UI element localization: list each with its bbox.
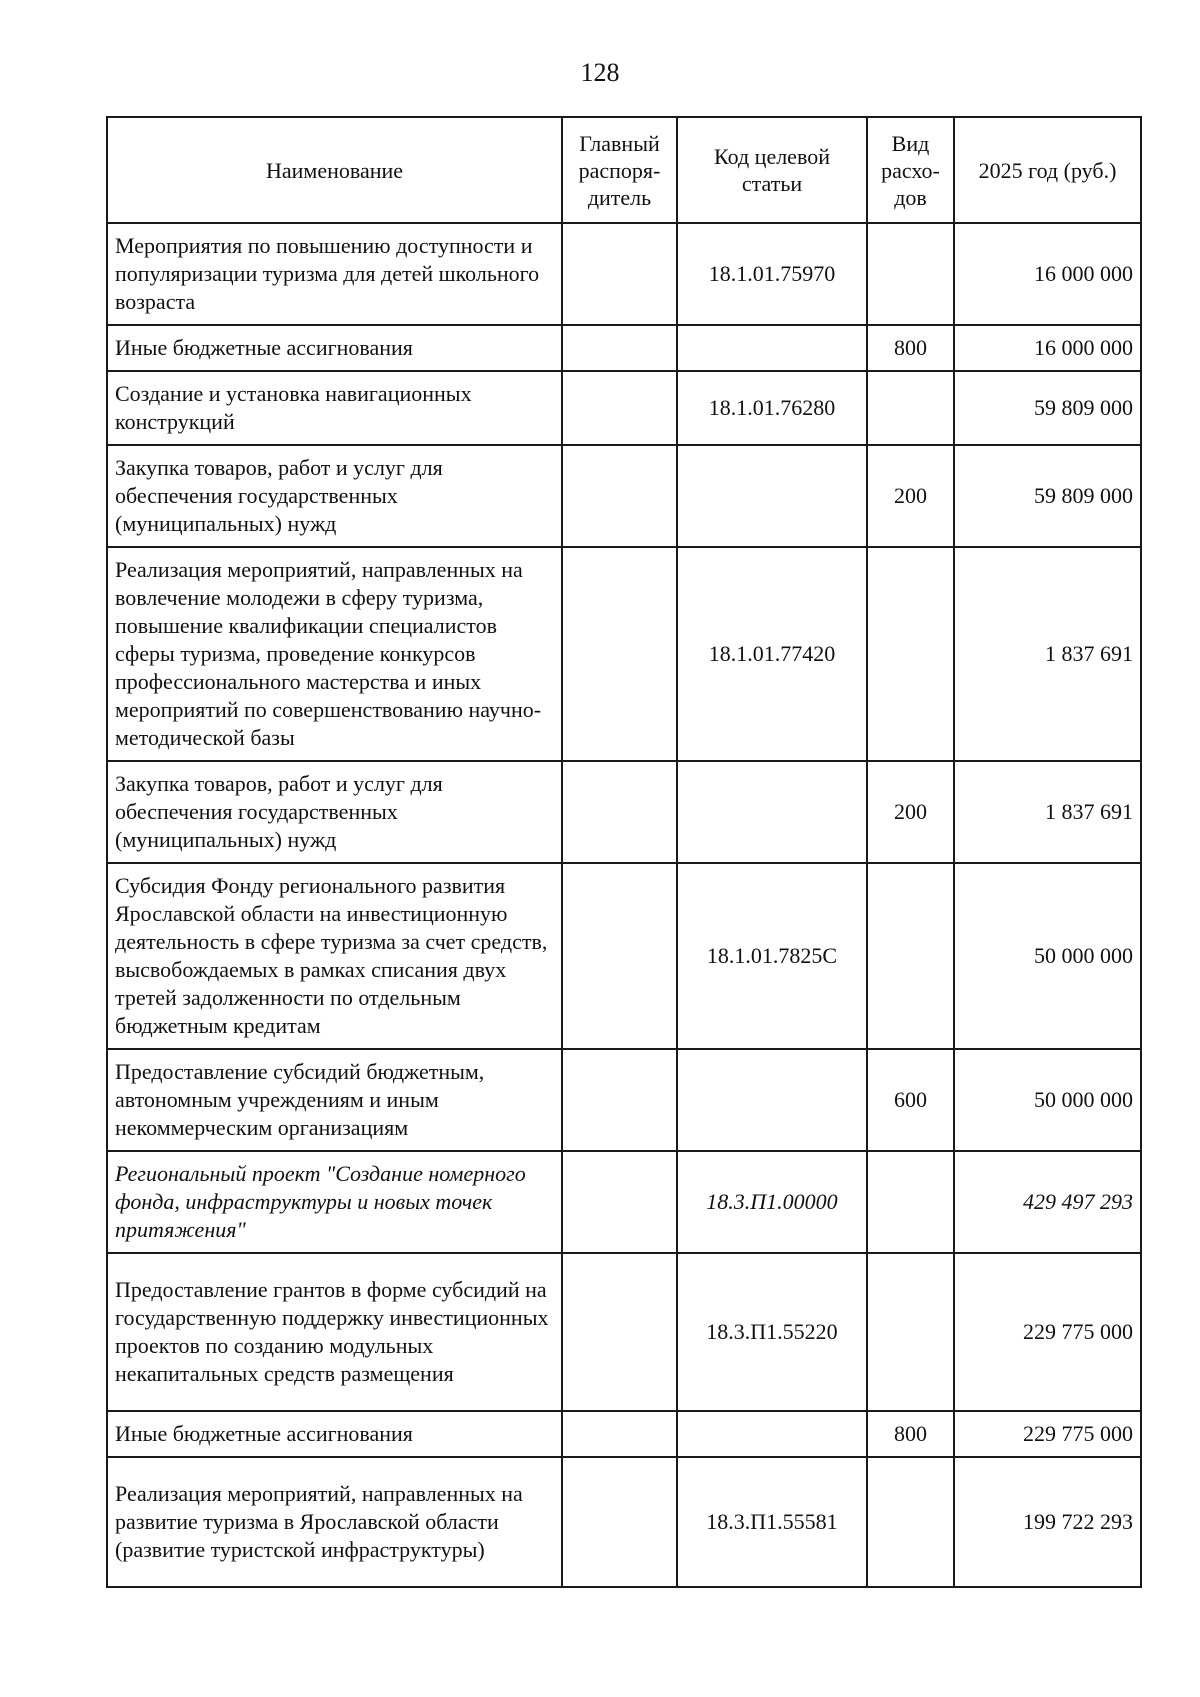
cell-name: Иные бюджетные ассигнования (107, 1411, 562, 1457)
table-body (107, 223, 1141, 1587)
budget-table (106, 116, 1142, 1588)
cell-amount-2025: 16 000 000 (954, 223, 1141, 325)
cell-target-code (677, 1049, 867, 1151)
cell-amount-2025: 199 722 293 (954, 1457, 1141, 1587)
cell-expense-type (867, 223, 954, 325)
header-row (107, 117, 1141, 223)
cell-name: Закупка товаров, работ и услуг для обеспечения государственных (муниципальных) нужд (107, 445, 562, 547)
cell-name: Иные бюджетные ассигнования (107, 325, 562, 371)
cell-amount-2025: 1 837 691 (954, 761, 1141, 863)
cell-target-code: 18.1.01.76280 (677, 371, 867, 445)
cell-name: Закупка товаров, работ и услуг для обеспечения государственных (муниципальных) нужд (107, 761, 562, 863)
cell-main-manager (562, 1253, 677, 1411)
cell-name: Предоставление субсидий бюджетным, автономным учреждениям и иным некоммерческим организациям (107, 1049, 562, 1151)
table-row (107, 761, 1141, 863)
cell-target-code: 18.3.П1.00000 (677, 1151, 867, 1253)
cell-name: Мероприятия по повышению доступности и популяризации туризма для детей школьного возраста (107, 223, 562, 325)
table-row (107, 1253, 1141, 1411)
cell-name: Предоставление грантов в форме субсидий на государственную поддержку инвестиционных проектов по созданию модульных некапитальных средств размещения (107, 1253, 562, 1411)
cell-amount-2025: 50 000 000 (954, 1049, 1141, 1151)
cell-main-manager (562, 863, 677, 1049)
cell-expense-type (867, 371, 954, 445)
table-row (107, 325, 1141, 371)
cell-amount-2025: 59 809 000 (954, 371, 1141, 445)
cell-name: Реализация мероприятий, направленных на вовлечение молодежи в сферу туризма, повышение квалификации специалистов сферы туризма, проведение конкурсов профессионального мастерства и иных мероприятий по совершенствованию научно-методической базы (107, 547, 562, 761)
column-header-target-code: Код целевой статьи (677, 117, 867, 223)
cell-expense-type (867, 1253, 954, 1411)
cell-name: Региональный проект "Создание номерного фонда, инфраструктуры и новых точек притяжения" (107, 1151, 562, 1253)
cell-target-code (677, 1411, 867, 1457)
table-header (107, 117, 1141, 223)
table-row (107, 371, 1141, 445)
column-header-main-manager: Главный распоря-дитель (562, 117, 677, 223)
cell-amount-2025: 1 837 691 (954, 547, 1141, 761)
cell-main-manager (562, 445, 677, 547)
cell-expense-type: 200 (867, 761, 954, 863)
table-row (107, 1049, 1141, 1151)
cell-name: Субсидия Фонду регионального развития Ярославской области на инвестиционную деятельность в сфере туризма за счет средств, высвобождаемых в рамках списания двух третей задолженности по отдельным бюджетным кредитам (107, 863, 562, 1049)
cell-target-code: 18.1.01.7825С (677, 863, 867, 1049)
cell-main-manager (562, 1049, 677, 1151)
cell-target-code: 18.3.П1.55220 (677, 1253, 867, 1411)
cell-main-manager (562, 1457, 677, 1587)
cell-main-manager (562, 1151, 677, 1253)
cell-target-code (677, 325, 867, 371)
cell-target-code: 18.1.01.75970 (677, 223, 867, 325)
table-row (107, 1151, 1141, 1253)
cell-amount-2025: 229 775 000 (954, 1253, 1141, 1411)
cell-amount-2025: 16 000 000 (954, 325, 1141, 371)
cell-expense-type (867, 863, 954, 1049)
cell-main-manager (562, 371, 677, 445)
cell-target-code: 18.3.П1.55581 (677, 1457, 867, 1587)
cell-target-code (677, 761, 867, 863)
page-number: 128 (580, 58, 620, 87)
cell-expense-type: 800 (867, 325, 954, 371)
cell-amount-2025: 429 497 293 (954, 1151, 1141, 1253)
cell-main-manager (562, 547, 677, 761)
cell-target-code (677, 445, 867, 547)
cell-main-manager (562, 223, 677, 325)
table-row (107, 1457, 1141, 1587)
table-row (107, 863, 1141, 1049)
cell-expense-type (867, 1457, 954, 1587)
cell-name: Создание и установка навигационных конструкций (107, 371, 562, 445)
cell-expense-type (867, 547, 954, 761)
cell-amount-2025: 229 775 000 (954, 1411, 1141, 1457)
table-row (107, 1411, 1141, 1457)
cell-expense-type: 600 (867, 1049, 954, 1151)
cell-main-manager (562, 761, 677, 863)
table-row (107, 547, 1141, 761)
cell-expense-type (867, 1151, 954, 1253)
cell-expense-type: 800 (867, 1411, 954, 1457)
column-header-year-2025: 2025 год (руб.) (954, 117, 1141, 223)
cell-amount-2025: 50 000 000 (954, 863, 1141, 1049)
cell-target-code: 18.1.01.77420 (677, 547, 867, 761)
cell-name: Реализация мероприятий, направленных на развитие туризма в Ярославской области (развитие туристской инфраструктуры) (107, 1457, 562, 1587)
cell-expense-type: 200 (867, 445, 954, 547)
column-header-name: Наименование (107, 117, 562, 223)
cell-amount-2025: 59 809 000 (954, 445, 1141, 547)
table-row (107, 223, 1141, 325)
column-header-expense-type: Вид расхо-дов (867, 117, 954, 223)
cell-main-manager (562, 325, 677, 371)
table-row (107, 445, 1141, 547)
cell-main-manager (562, 1411, 677, 1457)
